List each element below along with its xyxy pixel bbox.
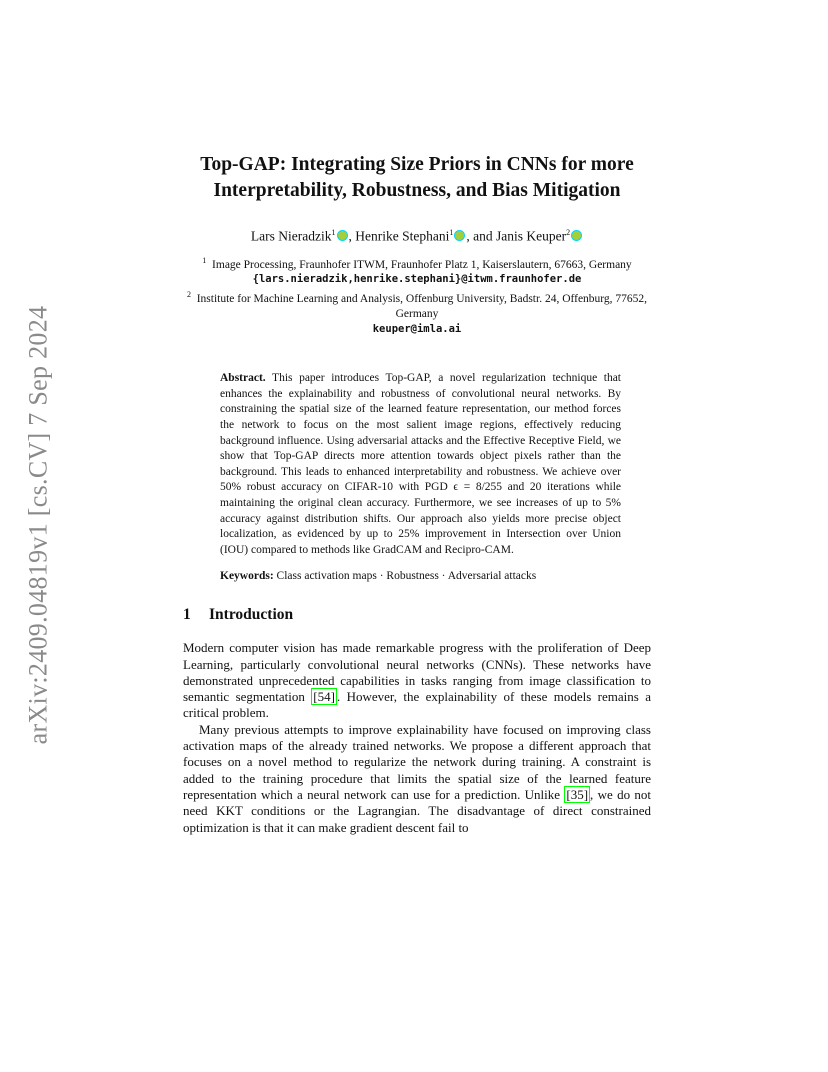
affiliations [183, 253, 651, 338]
keywords-text: Class activation maps · Robustness · Adversarial attacks [276, 570, 537, 583]
paragraph-text: . However, the explainability of these models remains a critical problem. [183, 689, 651, 721]
citation-link[interactable]: [35] [566, 786, 589, 802]
arxiv-identifier: arXiv:2409.04819v1 [cs.CV] 7 Sep 2024 [23, 305, 52, 745]
author-affil-mark: 1 [449, 228, 454, 237]
abstract [220, 371, 621, 558]
author-conjunction: and [473, 228, 493, 244]
author-name: Henrike Stephani [355, 228, 450, 244]
orcid-icon[interactable] [454, 230, 465, 241]
affiliation-2 [183, 287, 651, 322]
keywords-label: Keywords: [220, 570, 274, 583]
paragraph-text: Modern computer vision has made remarkable progress with the proliferation of Deep Learning, particularly convolutional neural networks (CNNs). These networks have demonstrated unprecedented capabilities in tasks ranging from image classification to semantic segmentation [183, 640, 651, 705]
author-list: Lars Nieradzik$^1$ , Henrike Stephani$^1$ , and Janis Keuper$^2$ [183, 228, 651, 245]
author-name: Lars Nieradzik [250, 228, 332, 244]
keywords [220, 570, 621, 582]
paragraph-text: , we do not need KKT conditions or the Lagrangian. The disadvantage of direct constrained optimization is that it can make gradient descent fail to [183, 786, 651, 835]
paper-page [183, 152, 651, 836]
section-number: 1 [183, 606, 191, 624]
paper-title: Top-GAP: Integrating Size Priors in CNNs for more Interpretability, Robustness, and Bias Mitigation [200, 154, 634, 201]
affiliation-email[interactable]: keuper@imla.ai [372, 323, 462, 336]
author-affil-mark: 1 [331, 228, 336, 237]
author-name: Janis Keuper [495, 228, 567, 244]
introduction-body [183, 640, 651, 836]
arxiv-sidebar-stamp [18, 290, 58, 760]
paragraph-text: Many previous attempts to improve explainability have focused on improving class activation maps of the already trained networks. We propose a different approach that focuses on a novel method to regularize the network during training. A constraint is added to the training procedure that limits the spatial size of the learned feature representation which a neural network can use for a prediction. Unlike [183, 721, 651, 802]
abstract-text: This paper introduces Top-GAP, a novel regularization technique that enhances the explainability and robustness of convolutional neural networks. By constraining the spatial size of the learned feature representation, our method forces the network to focus on the most salient image regions, effectively reducing background influence. Using adversarial attacks and the Effective Receptive Field, we show that Top-GAP directs more attention towards object pixels rather than the background. This leads to enhanced interpretability and robustness. We achieve over 50% robust accuracy on CIFAR-10 with PGD ϵ = 8/255 and 20 iterations while maintaining the original clean accuracy. Furthermore, we see increases of up to 5% accuracy against distribution shifts. Our approach also yields more precise object localization, as evidenced by up to 25% improvement in Intersection over Union (IOU) compared to methods like GradCAM and Recipro-CAM. [220, 372, 621, 556]
orcid-icon[interactable] [571, 230, 582, 241]
paragraph [183, 640, 651, 721]
affiliation-number: 2 [186, 290, 191, 300]
affiliation-email[interactable]: {lars.nieradzik,henrike.stephani}@itwm.fraunhofer.de [252, 273, 582, 286]
affiliation-text: Image Processing, Fraunhofer ITWM, Fraunhofer Platz 1, Kaiserslautern, 67663, Germany [212, 258, 632, 271]
section-heading [183, 606, 651, 624]
abstract-label: Abstract. [220, 372, 266, 385]
section-title: Introduction [209, 606, 294, 624]
citation-link[interactable]: [54] [313, 689, 335, 705]
author-affil-mark: 2 [566, 228, 571, 237]
affiliation-number: 1 [202, 255, 207, 265]
affiliation-1 [183, 253, 651, 273]
paragraph [183, 722, 651, 836]
orcid-icon[interactable] [337, 230, 348, 241]
affiliation-text: Institute for Machine Learning and Analysis, Offenburg University, Badstr. 24, Offenburg, 77652, Germany [196, 293, 648, 321]
